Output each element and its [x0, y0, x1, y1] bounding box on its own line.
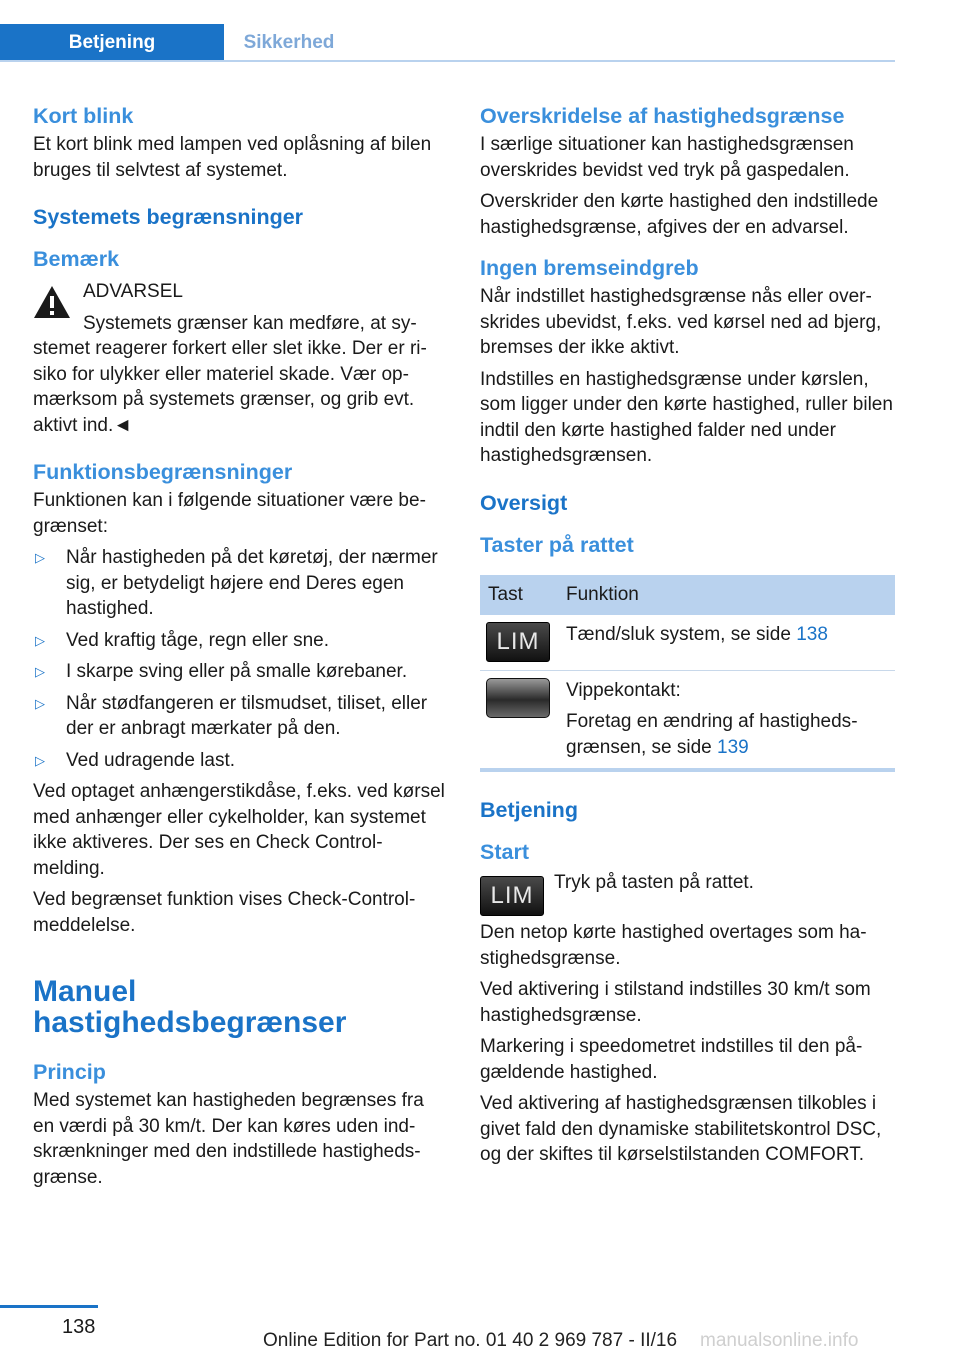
heading-bemaerk: Bemærk [33, 247, 120, 271]
heading-taster-paa-rattet: Taster på rattet [480, 532, 634, 557]
list-item: ▷ Ved udragende last. [33, 748, 445, 774]
table-header-row [480, 575, 895, 615]
heading-ingen-bremseindgreb: Ingen bremseindgreb [480, 256, 699, 280]
keys-table [480, 575, 895, 773]
heading-oversigt: Oversigt [480, 490, 568, 515]
row2-text: Foretag en ændring af hastighedsgrænsen, se side [566, 711, 858, 758]
heading-overskridelse: Overskridelse af hastighedsgrænse [480, 104, 845, 128]
heading-funktionsbegraensninger: Funktionsbegrænsninger [33, 460, 293, 484]
right-column [480, 102, 895, 1168]
column-header-tast: Tast [480, 575, 558, 615]
text-overskridelse-1: I særlige situationer kan hastighedsgrænsen overskrides bevidst ved tryk på gaspedalen. [480, 134, 854, 181]
page-link-139[interactable]: 139 [717, 736, 749, 758]
row2-line1: Vippekontakt: [566, 679, 681, 701]
heading-systemets-begraensninger: Systemets begrænsninger [33, 205, 304, 229]
triangle-bullet-icon: ▷ [35, 752, 45, 768]
text-limited-function: Ved begrænset funktion vises Check-Control-meddelelse. [33, 889, 416, 936]
tab-sikkerhed[interactable]: Sikkerhed [243, 32, 335, 53]
text-start-2: Ved aktivering i stilstand indstilles 30 km/t som hastighedsgrænse. [480, 979, 871, 1026]
heading-kort-blink: Kort blink [33, 104, 134, 128]
text-start-4: Ved aktivering af hastighedsgrænsen tilkobles i givet fald den dynamiske stabilitetskontrol DSC, og der skiftes til kørselstilstanden COMFORT. [480, 1093, 882, 1165]
table-row [480, 615, 895, 671]
triangle-bullet-icon: ▷ [35, 695, 45, 711]
text-overskridelse-2: Overskrider den kørte hastighed den indstillede hastighedsgrænse, afgives der en advarsel. [480, 191, 879, 238]
warning-block [33, 279, 445, 438]
table-row [480, 670, 895, 770]
page-link-138[interactable]: 138 [796, 623, 828, 645]
section-tabbar [0, 24, 895, 62]
text-start-1: Den netop kørte hastighed overtages som hastighedsgrænse. [480, 922, 867, 969]
heading-princip: Princip [33, 1060, 106, 1084]
row1-text: Tænd/sluk system, se side [566, 623, 797, 645]
heading-betjening: Betjening [480, 798, 578, 822]
warning-triangle-icon [33, 285, 71, 319]
text-ingen-1: Når indstillet hastighedsgrænse nås eller overskrides ubevidst, f.eks. ved kørsel ned ad bjerg, bremses der ikke aktivt. [480, 286, 882, 358]
triangle-bullet-icon: ▷ [35, 550, 45, 565]
column-header-funktion: Funktion [558, 575, 895, 615]
page-number: 138 [62, 1316, 96, 1338]
edition-note: Online Edition for Part no. 01 40 2 969 787 - II/16 [263, 1330, 678, 1351]
tab-betjening[interactable]: Betjening [0, 24, 224, 62]
list-item: ▷ Når hastigheden på det køretøj, der nærmer sig, er betydeligt højere end Deres egen hastighed. [35, 547, 438, 619]
rocker-switch-icon [486, 678, 550, 718]
text-start-3: Markering i speedometret indstilles til den pågældende hastighed. [480, 1036, 863, 1083]
left-column [33, 102, 445, 1190]
text-princip: Med systemet kan hastigheden begrænses fra en værdi på 30 km/t. Der kan køres uden indskrænkninger med den indstillede hastighedsgrænse. [33, 1090, 424, 1188]
text-trailer: Ved optaget anhængerstikdåse, f.eks. ved kørsel med anhænger eller cykelholder, kan systemet ikke aktiveres. Der ses en Check Control-melding. [33, 781, 445, 879]
triangle-bullet-icon: ▷ [35, 664, 45, 679]
tabbar-divider [0, 60, 895, 62]
text-funk-intro: Funktionen kan i følgende situationer være begrænset: [33, 490, 426, 537]
start-text: Tryk på tasten på rattet. [554, 872, 754, 893]
lim-button-icon: LIM [486, 622, 550, 662]
heading-start: Start [480, 840, 529, 864]
watermark: manualsonline.info [700, 1330, 859, 1351]
start-instruction [480, 870, 895, 914]
list-item: ▷ I skarpe sving eller på smalle kørebaner. [33, 659, 445, 685]
list-item: ▷ Når stødfangeren er tilsmudset, tiliset, eller der er anbragt mærkater på den. [35, 692, 428, 739]
footer-rule [0, 1305, 98, 1308]
lim-button-icon: LIM [480, 876, 544, 916]
heading-manuel-hastighedsbegraenser: Manuel hastighedsbegrænser [33, 975, 347, 1039]
warning-title: ADVARSEL [83, 281, 183, 302]
triangle-bullet-icon: ▷ [35, 632, 45, 648]
text-ingen-2: Indstilles en hastighedsgrænse under kørslen, som ligger under den kørte hastighed, ruller bilen indtil den kørte hastighed falder ned under hastighedsgrænsen. [480, 368, 893, 466]
list-item: ▷ Ved kraftig tåge, regn eller sne. [33, 628, 445, 654]
limitation-list [33, 545, 445, 773]
text-kort-blink: Et kort blink med lampen ved oplåsning af bilen bruges til selvtest af systemet. [33, 134, 432, 181]
warning-body: Systemets grænser kan medføre, at systemet reagerer forkert eller slet ikke. Der er risiko for ulykker eller materiel skade. Vær opmærksom på systemets grænser, og grib evt. aktivt ind.◄ [33, 312, 427, 436]
